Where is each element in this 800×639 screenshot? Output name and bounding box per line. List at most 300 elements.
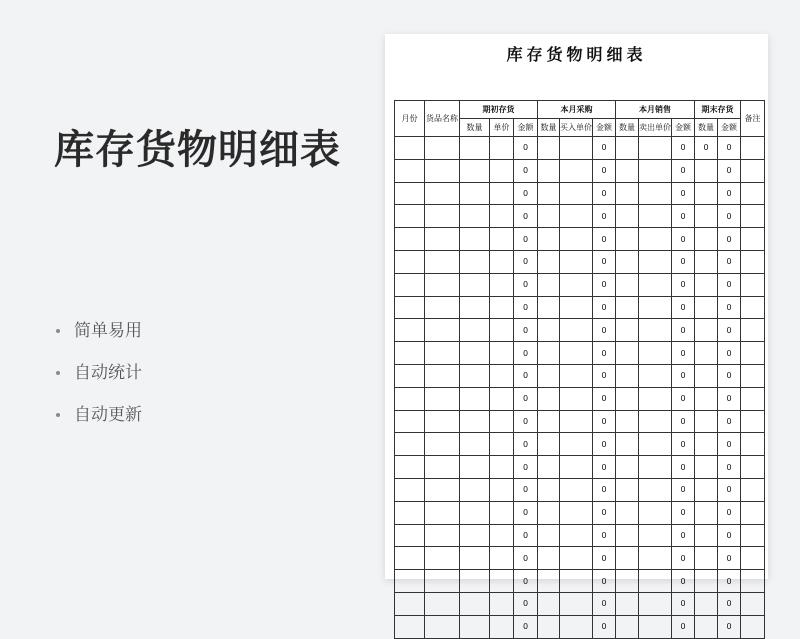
table-cell[interactable]: 0 (718, 478, 741, 501)
table-cell[interactable] (425, 387, 460, 410)
table-cell[interactable]: 0 (514, 387, 538, 410)
table-cell[interactable] (741, 228, 765, 251)
table-cell[interactable] (538, 570, 560, 593)
table-cell[interactable] (560, 478, 593, 501)
table-cell[interactable] (639, 456, 672, 479)
table-cell[interactable]: 0 (514, 342, 538, 365)
table-cell[interactable]: 0 (514, 592, 538, 615)
table-cell[interactable] (425, 273, 460, 296)
table-cell[interactable]: 0 (514, 159, 538, 182)
table-cell[interactable]: 0 (593, 570, 616, 593)
table-cell[interactable] (460, 456, 490, 479)
table-cell[interactable] (741, 319, 765, 342)
table-cell[interactable] (616, 524, 639, 547)
table-cell[interactable] (741, 296, 765, 319)
table-cell[interactable] (395, 501, 425, 524)
table-cell[interactable] (538, 319, 560, 342)
table-cell[interactable] (616, 592, 639, 615)
table-cell[interactable] (460, 433, 490, 456)
table-cell[interactable] (741, 570, 765, 593)
table-cell[interactable] (395, 478, 425, 501)
table-cell[interactable] (490, 364, 514, 387)
table-cell[interactable] (616, 570, 639, 593)
table-cell[interactable] (395, 273, 425, 296)
table-cell[interactable] (741, 547, 765, 570)
table-cell[interactable] (425, 296, 460, 319)
table-cell[interactable] (425, 547, 460, 570)
table-cell[interactable] (560, 364, 593, 387)
table-cell[interactable]: 0 (514, 205, 538, 228)
table-cell[interactable] (490, 137, 514, 160)
table-cell[interactable] (395, 205, 425, 228)
table-cell[interactable]: 0 (718, 524, 741, 547)
table-cell[interactable]: 0 (672, 615, 695, 638)
table-cell[interactable] (460, 478, 490, 501)
table-cell[interactable] (616, 137, 639, 160)
table-cell[interactable] (695, 433, 718, 456)
table-cell[interactable] (538, 250, 560, 273)
table-cell[interactable] (560, 433, 593, 456)
table-cell[interactable] (560, 273, 593, 296)
table-cell[interactable]: 0 (593, 478, 616, 501)
table-cell[interactable] (616, 433, 639, 456)
table-cell[interactable]: 0 (695, 137, 718, 160)
table-cell[interactable] (695, 547, 718, 570)
table-cell[interactable] (395, 524, 425, 547)
table-cell[interactable] (616, 342, 639, 365)
table-cell[interactable] (639, 205, 672, 228)
table-cell[interactable]: 0 (672, 228, 695, 251)
table-cell[interactable] (695, 456, 718, 479)
table-cell[interactable] (425, 524, 460, 547)
table-cell[interactable] (616, 547, 639, 570)
table-cell[interactable]: 0 (593, 319, 616, 342)
table-cell[interactable] (538, 524, 560, 547)
table-cell[interactable] (395, 250, 425, 273)
table-cell[interactable] (460, 159, 490, 182)
table-cell[interactable] (695, 364, 718, 387)
table-cell[interactable] (425, 364, 460, 387)
table-cell[interactable]: 0 (514, 364, 538, 387)
table-cell[interactable] (395, 159, 425, 182)
table-cell[interactable] (616, 387, 639, 410)
table-cell[interactable] (538, 433, 560, 456)
table-cell[interactable] (460, 501, 490, 524)
table-cell[interactable] (741, 615, 765, 638)
table-cell[interactable] (425, 228, 460, 251)
table-cell[interactable]: 0 (672, 159, 695, 182)
table-cell[interactable]: 0 (593, 137, 616, 160)
table-cell[interactable] (538, 205, 560, 228)
table-cell[interactable]: 0 (514, 570, 538, 593)
table-cell[interactable]: 0 (672, 524, 695, 547)
table-cell[interactable] (639, 273, 672, 296)
table-cell[interactable] (741, 273, 765, 296)
table-cell[interactable] (639, 433, 672, 456)
table-cell[interactable] (490, 387, 514, 410)
table-cell[interactable] (639, 319, 672, 342)
table-cell[interactable]: 0 (672, 592, 695, 615)
table-cell[interactable]: 0 (672, 387, 695, 410)
table-cell[interactable]: 0 (718, 273, 741, 296)
table-cell[interactable]: 0 (514, 296, 538, 319)
table-cell[interactable] (425, 456, 460, 479)
table-cell[interactable] (490, 547, 514, 570)
table-cell[interactable]: 0 (593, 387, 616, 410)
table-cell[interactable]: 0 (593, 205, 616, 228)
table-cell[interactable]: 0 (514, 478, 538, 501)
table-cell[interactable]: 0 (718, 296, 741, 319)
table-cell[interactable]: 0 (672, 547, 695, 570)
table-cell[interactable] (639, 296, 672, 319)
table-cell[interactable] (425, 478, 460, 501)
table-cell[interactable] (639, 159, 672, 182)
table-cell[interactable]: 0 (514, 456, 538, 479)
table-cell[interactable]: 0 (672, 182, 695, 205)
table-cell[interactable] (695, 524, 718, 547)
table-cell[interactable] (538, 296, 560, 319)
table-cell[interactable] (425, 250, 460, 273)
table-cell[interactable]: 0 (672, 456, 695, 479)
table-cell[interactable]: 0 (718, 547, 741, 570)
table-cell[interactable] (538, 547, 560, 570)
table-cell[interactable] (639, 182, 672, 205)
table-cell[interactable]: 0 (718, 205, 741, 228)
table-cell[interactable] (460, 296, 490, 319)
table-cell[interactable] (560, 137, 593, 160)
table-cell[interactable] (616, 159, 639, 182)
table-cell[interactable]: 0 (593, 342, 616, 365)
table-cell[interactable] (460, 182, 490, 205)
table-cell[interactable]: 0 (672, 433, 695, 456)
table-cell[interactable]: 0 (718, 364, 741, 387)
table-cell[interactable] (560, 250, 593, 273)
table-cell[interactable] (460, 387, 490, 410)
table-cell[interactable] (695, 592, 718, 615)
table-cell[interactable] (425, 319, 460, 342)
table-cell[interactable]: 0 (718, 342, 741, 365)
table-cell[interactable] (425, 615, 460, 638)
table-cell[interactable] (639, 250, 672, 273)
table-cell[interactable] (741, 137, 765, 160)
table-cell[interactable] (425, 342, 460, 365)
table-cell[interactable] (460, 228, 490, 251)
table-cell[interactable]: 0 (514, 137, 538, 160)
table-cell[interactable] (460, 364, 490, 387)
table-cell[interactable] (741, 387, 765, 410)
table-cell[interactable] (460, 615, 490, 638)
table-cell[interactable] (538, 159, 560, 182)
table-cell[interactable]: 0 (718, 387, 741, 410)
table-cell[interactable]: 0 (593, 615, 616, 638)
table-cell[interactable]: 0 (718, 319, 741, 342)
table-cell[interactable] (741, 501, 765, 524)
table-cell[interactable] (560, 592, 593, 615)
table-cell[interactable] (538, 501, 560, 524)
table-cell[interactable] (395, 547, 425, 570)
table-cell[interactable] (616, 205, 639, 228)
table-cell[interactable] (395, 364, 425, 387)
table-cell[interactable] (425, 410, 460, 433)
table-cell[interactable]: 0 (672, 410, 695, 433)
table-cell[interactable] (616, 182, 639, 205)
table-cell[interactable] (695, 228, 718, 251)
table-cell[interactable] (560, 159, 593, 182)
table-cell[interactable] (616, 456, 639, 479)
table-cell[interactable] (560, 182, 593, 205)
table-cell[interactable] (538, 137, 560, 160)
table-cell[interactable] (490, 273, 514, 296)
table-cell[interactable] (490, 456, 514, 479)
table-cell[interactable] (460, 570, 490, 593)
table-cell[interactable] (460, 592, 490, 615)
table-cell[interactable]: 0 (514, 524, 538, 547)
table-cell[interactable] (460, 524, 490, 547)
table-cell[interactable] (616, 364, 639, 387)
table-cell[interactable] (460, 137, 490, 160)
table-cell[interactable] (695, 615, 718, 638)
table-cell[interactable] (395, 319, 425, 342)
table-cell[interactable] (639, 364, 672, 387)
table-cell[interactable]: 0 (672, 250, 695, 273)
table-cell[interactable] (538, 342, 560, 365)
table-cell[interactable] (560, 524, 593, 547)
table-cell[interactable] (616, 319, 639, 342)
table-cell[interactable] (395, 456, 425, 479)
table-cell[interactable] (741, 456, 765, 479)
table-cell[interactable]: 0 (672, 478, 695, 501)
table-cell[interactable] (695, 410, 718, 433)
table-cell[interactable]: 0 (593, 410, 616, 433)
table-cell[interactable] (490, 250, 514, 273)
table-cell[interactable] (695, 296, 718, 319)
table-cell[interactable]: 0 (718, 433, 741, 456)
table-cell[interactable] (490, 159, 514, 182)
table-cell[interactable] (695, 342, 718, 365)
table-cell[interactable]: 0 (672, 570, 695, 593)
table-cell[interactable] (616, 296, 639, 319)
table-cell[interactable] (639, 547, 672, 570)
table-cell[interactable] (425, 159, 460, 182)
table-cell[interactable] (490, 205, 514, 228)
table-cell[interactable]: 0 (514, 319, 538, 342)
table-cell[interactable] (639, 387, 672, 410)
table-cell[interactable] (490, 410, 514, 433)
table-cell[interactable] (425, 592, 460, 615)
table-cell[interactable] (560, 410, 593, 433)
table-cell[interactable] (538, 478, 560, 501)
table-cell[interactable] (560, 228, 593, 251)
table-cell[interactable]: 0 (718, 159, 741, 182)
table-cell[interactable]: 0 (718, 182, 741, 205)
table-cell[interactable] (460, 250, 490, 273)
table-cell[interactable]: 0 (718, 250, 741, 273)
table-cell[interactable]: 0 (593, 501, 616, 524)
table-cell[interactable]: 0 (514, 433, 538, 456)
table-cell[interactable] (695, 250, 718, 273)
table-cell[interactable] (560, 387, 593, 410)
table-cell[interactable] (395, 410, 425, 433)
table-cell[interactable]: 0 (672, 137, 695, 160)
table-cell[interactable] (741, 592, 765, 615)
table-cell[interactable] (560, 547, 593, 570)
table-cell[interactable] (490, 433, 514, 456)
table-cell[interactable]: 0 (514, 273, 538, 296)
table-cell[interactable] (741, 342, 765, 365)
table-cell[interactable] (490, 524, 514, 547)
table-cell[interactable] (425, 137, 460, 160)
table-cell[interactable] (395, 387, 425, 410)
table-cell[interactable] (695, 478, 718, 501)
table-cell[interactable]: 0 (672, 273, 695, 296)
table-cell[interactable] (490, 342, 514, 365)
table-cell[interactable] (538, 182, 560, 205)
table-cell[interactable] (395, 296, 425, 319)
table-cell[interactable] (538, 228, 560, 251)
table-cell[interactable]: 0 (672, 319, 695, 342)
table-cell[interactable] (538, 410, 560, 433)
table-cell[interactable]: 0 (672, 501, 695, 524)
table-cell[interactable]: 0 (718, 615, 741, 638)
table-cell[interactable] (741, 159, 765, 182)
table-cell[interactable] (560, 319, 593, 342)
table-cell[interactable] (695, 205, 718, 228)
table-cell[interactable] (460, 319, 490, 342)
table-cell[interactable] (560, 205, 593, 228)
table-cell[interactable]: 0 (718, 228, 741, 251)
table-cell[interactable]: 0 (593, 524, 616, 547)
table-cell[interactable]: 0 (718, 410, 741, 433)
table-cell[interactable] (425, 501, 460, 524)
table-cell[interactable] (538, 387, 560, 410)
table-cell[interactable] (538, 592, 560, 615)
table-cell[interactable] (490, 501, 514, 524)
table-cell[interactable] (490, 182, 514, 205)
table-cell[interactable] (425, 205, 460, 228)
table-cell[interactable] (639, 615, 672, 638)
table-cell[interactable] (639, 478, 672, 501)
table-cell[interactable] (741, 364, 765, 387)
table-cell[interactable] (490, 592, 514, 615)
table-cell[interactable] (616, 501, 639, 524)
table-cell[interactable] (560, 456, 593, 479)
table-cell[interactable] (639, 592, 672, 615)
table-cell[interactable] (538, 273, 560, 296)
table-cell[interactable] (425, 433, 460, 456)
table-cell[interactable] (395, 615, 425, 638)
table-cell[interactable]: 0 (593, 296, 616, 319)
table-cell[interactable]: 0 (593, 547, 616, 570)
table-cell[interactable] (395, 228, 425, 251)
table-cell[interactable]: 0 (514, 410, 538, 433)
table-cell[interactable] (741, 182, 765, 205)
table-cell[interactable]: 0 (672, 364, 695, 387)
table-cell[interactable] (560, 342, 593, 365)
table-cell[interactable] (695, 159, 718, 182)
table-cell[interactable]: 0 (514, 182, 538, 205)
table-cell[interactable] (639, 410, 672, 433)
table-cell[interactable] (490, 319, 514, 342)
table-cell[interactable]: 0 (514, 228, 538, 251)
table-cell[interactable]: 0 (593, 364, 616, 387)
table-cell[interactable]: 0 (672, 342, 695, 365)
table-cell[interactable] (460, 342, 490, 365)
table-cell[interactable]: 0 (593, 456, 616, 479)
table-cell[interactable]: 0 (514, 250, 538, 273)
table-cell[interactable] (395, 342, 425, 365)
table-cell[interactable] (395, 433, 425, 456)
table-cell[interactable]: 0 (514, 547, 538, 570)
table-cell[interactable] (460, 547, 490, 570)
table-cell[interactable] (695, 387, 718, 410)
table-cell[interactable] (741, 433, 765, 456)
table-cell[interactable]: 0 (718, 570, 741, 593)
table-cell[interactable]: 0 (593, 228, 616, 251)
table-cell[interactable] (490, 570, 514, 593)
table-cell[interactable]: 0 (514, 501, 538, 524)
table-cell[interactable]: 0 (593, 433, 616, 456)
table-cell[interactable] (460, 205, 490, 228)
table-cell[interactable]: 0 (593, 273, 616, 296)
table-cell[interactable] (538, 456, 560, 479)
table-cell[interactable]: 0 (672, 296, 695, 319)
table-cell[interactable] (395, 137, 425, 160)
table-cell[interactable] (741, 250, 765, 273)
table-cell[interactable] (395, 592, 425, 615)
table-cell[interactable] (639, 570, 672, 593)
table-cell[interactable]: 0 (593, 250, 616, 273)
table-cell[interactable] (425, 570, 460, 593)
table-cell[interactable] (639, 137, 672, 160)
table-cell[interactable]: 0 (718, 456, 741, 479)
table-cell[interactable] (616, 228, 639, 251)
table-cell[interactable] (616, 478, 639, 501)
table-cell[interactable] (560, 615, 593, 638)
table-cell[interactable] (560, 570, 593, 593)
table-cell[interactable] (490, 228, 514, 251)
table-cell[interactable] (695, 182, 718, 205)
table-cell[interactable] (616, 273, 639, 296)
table-cell[interactable]: 0 (593, 592, 616, 615)
table-cell[interactable] (695, 319, 718, 342)
table-cell[interactable] (639, 524, 672, 547)
table-cell[interactable]: 0 (593, 159, 616, 182)
table-cell[interactable] (741, 478, 765, 501)
table-cell[interactable]: 0 (718, 592, 741, 615)
table-cell[interactable]: 0 (514, 615, 538, 638)
table-cell[interactable] (741, 410, 765, 433)
table-cell[interactable] (538, 615, 560, 638)
table-cell[interactable] (395, 570, 425, 593)
table-cell[interactable] (616, 615, 639, 638)
table-cell[interactable] (741, 205, 765, 228)
table-cell[interactable] (695, 501, 718, 524)
table-cell[interactable] (490, 478, 514, 501)
table-cell[interactable] (490, 296, 514, 319)
table-cell[interactable] (538, 364, 560, 387)
table-cell[interactable] (695, 273, 718, 296)
table-cell[interactable] (639, 342, 672, 365)
table-cell[interactable] (460, 273, 490, 296)
table-cell[interactable] (639, 501, 672, 524)
table-cell[interactable] (639, 228, 672, 251)
table-cell[interactable] (741, 524, 765, 547)
table-cell[interactable] (395, 182, 425, 205)
table-cell[interactable]: 0 (593, 182, 616, 205)
table-cell[interactable] (560, 501, 593, 524)
table-cell[interactable] (490, 615, 514, 638)
table-cell[interactable] (560, 296, 593, 319)
